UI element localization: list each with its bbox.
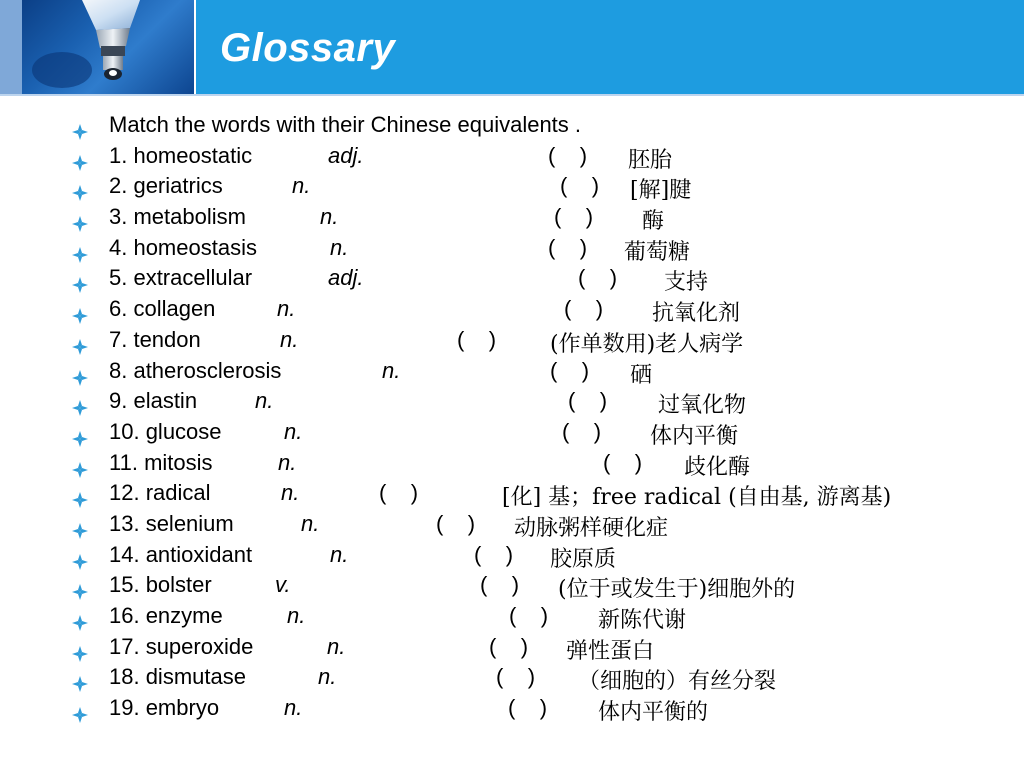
item-chinese-meaning: 动脉粥样硬化症	[514, 515, 669, 541]
item-part-of-speech: n.	[281, 480, 300, 506]
item-chinese-meaning: 弹性蛋白	[566, 638, 655, 664]
item-word: 10. glucose	[109, 418, 222, 444]
header-divider	[0, 94, 1024, 96]
item-part-of-speech: adj.	[328, 142, 364, 168]
item-chinese-meaning: 酶	[642, 209, 665, 235]
item-word: 15. bolster	[109, 572, 212, 598]
item-answer-blank: ( )	[457, 326, 497, 352]
item-word: 17. superoxide	[109, 633, 254, 659]
diamond-bullet-icon	[72, 611, 88, 627]
diamond-bullet-icon	[72, 519, 88, 535]
item-answer-blank: ( )	[554, 204, 594, 230]
item-part-of-speech: n.	[277, 296, 296, 322]
diamond-bullet-icon	[72, 703, 88, 719]
item-word: 3. metabolism	[109, 204, 246, 230]
item-chinese-meaning: 歧化酶	[684, 454, 751, 480]
diamond-bullet-icon	[72, 672, 88, 688]
item-answer-blank: ( )	[562, 418, 602, 444]
item-word: 18. dismutase	[109, 664, 246, 690]
item-word: 8. atherosclerosis	[109, 357, 282, 383]
item-part-of-speech: n.	[330, 541, 349, 567]
item-part-of-speech: n.	[327, 633, 346, 659]
diamond-bullet-icon	[72, 181, 88, 197]
item-chinese-meaning: 体内平衡的	[598, 700, 709, 726]
item-word: 1. homeostatic	[109, 142, 253, 168]
item-word: 2. geriatrics	[109, 173, 223, 199]
item-chinese-meaning: 新陈代谢	[598, 608, 687, 633]
item-chinese-meaning: 胶原质	[550, 546, 617, 572]
item-word: 16. enzyme	[109, 603, 223, 628]
diamond-bullet-icon	[72, 642, 88, 658]
item-answer-blank: ( )	[474, 541, 514, 567]
item-chinese-meaning: 体内平衡	[650, 423, 739, 449]
item-word: 12. radical	[109, 480, 211, 506]
item-answer-blank: ( )	[548, 142, 588, 168]
item-word: 9. elastin	[109, 388, 198, 414]
item-word: 7. tendon	[109, 326, 201, 352]
diamond-bullet-icon	[72, 304, 88, 320]
item-part-of-speech: n.	[318, 664, 337, 690]
diamond-bullet-icon	[72, 550, 88, 566]
item-part-of-speech: n.	[301, 510, 320, 536]
item-chinese-meaning: （细胞的）有丝分裂	[578, 669, 777, 695]
item-part-of-speech: n.	[382, 357, 401, 383]
diamond-bullet-icon	[72, 335, 88, 351]
item-answer-blank: ( )	[560, 173, 600, 199]
item-chinese-meaning: (位于或发生于)细胞外的	[558, 577, 796, 603]
item-chinese-meaning: 葡萄糖	[624, 239, 691, 265]
item-answer-blank: ( )	[489, 633, 529, 659]
item-word: 14. antioxidant	[109, 541, 253, 567]
diamond-bullet-icon	[72, 151, 88, 167]
item-chinese-meaning: [化] 基；free radical (自由基, 游离基)	[502, 485, 892, 511]
item-chinese-meaning: 硒	[630, 362, 653, 388]
item-chinese-meaning: 支持	[664, 270, 709, 296]
item-word: 13. selenium	[109, 510, 234, 536]
item-answer-blank: ( )	[568, 388, 608, 414]
item-word: 5. extracellular	[109, 265, 253, 291]
diamond-bullet-icon	[72, 458, 88, 474]
item-word: 11. mitosis	[109, 449, 213, 475]
item-part-of-speech: n.	[330, 234, 349, 260]
item-answer-blank: ( )	[379, 480, 419, 506]
item-part-of-speech: n.	[278, 449, 297, 475]
diamond-bullet-icon	[72, 273, 88, 289]
pipette-icon	[22, 0, 194, 94]
item-answer-blank: ( )	[578, 265, 618, 291]
item-answer-blank: ( )	[550, 357, 590, 383]
item-answer-blank: ( )	[480, 572, 520, 598]
item-part-of-speech: n.	[280, 326, 299, 352]
item-part-of-speech: adj.	[328, 265, 364, 291]
item-answer-blank: ( )	[436, 510, 476, 536]
header-left-strip	[0, 0, 22, 96]
item-word: 6. collagen	[109, 296, 216, 322]
page-title: Glossary	[220, 26, 396, 70]
item-word: 4. homeostasis	[109, 234, 257, 260]
item-answer-blank: ( )	[508, 695, 548, 721]
header	[0, 0, 1024, 96]
diamond-bullet-icon	[72, 120, 88, 136]
item-answer-blank: ( )	[603, 449, 643, 475]
item-chinese-meaning: 抗氧化剂	[652, 301, 741, 327]
pipette-image	[22, 0, 194, 94]
item-chinese-meaning: 胚胎	[628, 147, 673, 173]
item-part-of-speech: n.	[284, 695, 303, 721]
item-chinese-meaning: (作单数用)老人病学	[550, 331, 744, 357]
item-part-of-speech: n.	[284, 418, 303, 444]
item-part-of-speech: n.	[320, 204, 339, 230]
diamond-bullet-icon	[72, 427, 88, 443]
item-chinese-meaning: [解]腱	[630, 178, 692, 204]
item-word: Match the words with their Chinese equivalents .	[109, 112, 582, 137]
item-chinese-meaning: 过氧化物	[658, 393, 747, 419]
item-part-of-speech: n.	[292, 173, 311, 199]
diamond-bullet-icon	[72, 580, 88, 596]
diamond-bullet-icon	[72, 488, 88, 504]
diamond-bullet-icon	[72, 366, 88, 382]
item-word: 19. embryo	[109, 695, 220, 721]
item-part-of-speech: n.	[255, 388, 274, 414]
item-answer-blank: ( )	[509, 603, 549, 628]
diamond-bullet-icon	[72, 212, 88, 228]
item-part-of-speech: v.	[275, 572, 291, 598]
diamond-bullet-icon	[72, 396, 88, 412]
item-answer-blank: ( )	[496, 664, 536, 690]
item-answer-blank: ( )	[548, 234, 588, 260]
item-answer-blank: ( )	[564, 296, 604, 322]
item-part-of-speech: n.	[287, 603, 306, 628]
diamond-bullet-icon	[72, 243, 88, 259]
